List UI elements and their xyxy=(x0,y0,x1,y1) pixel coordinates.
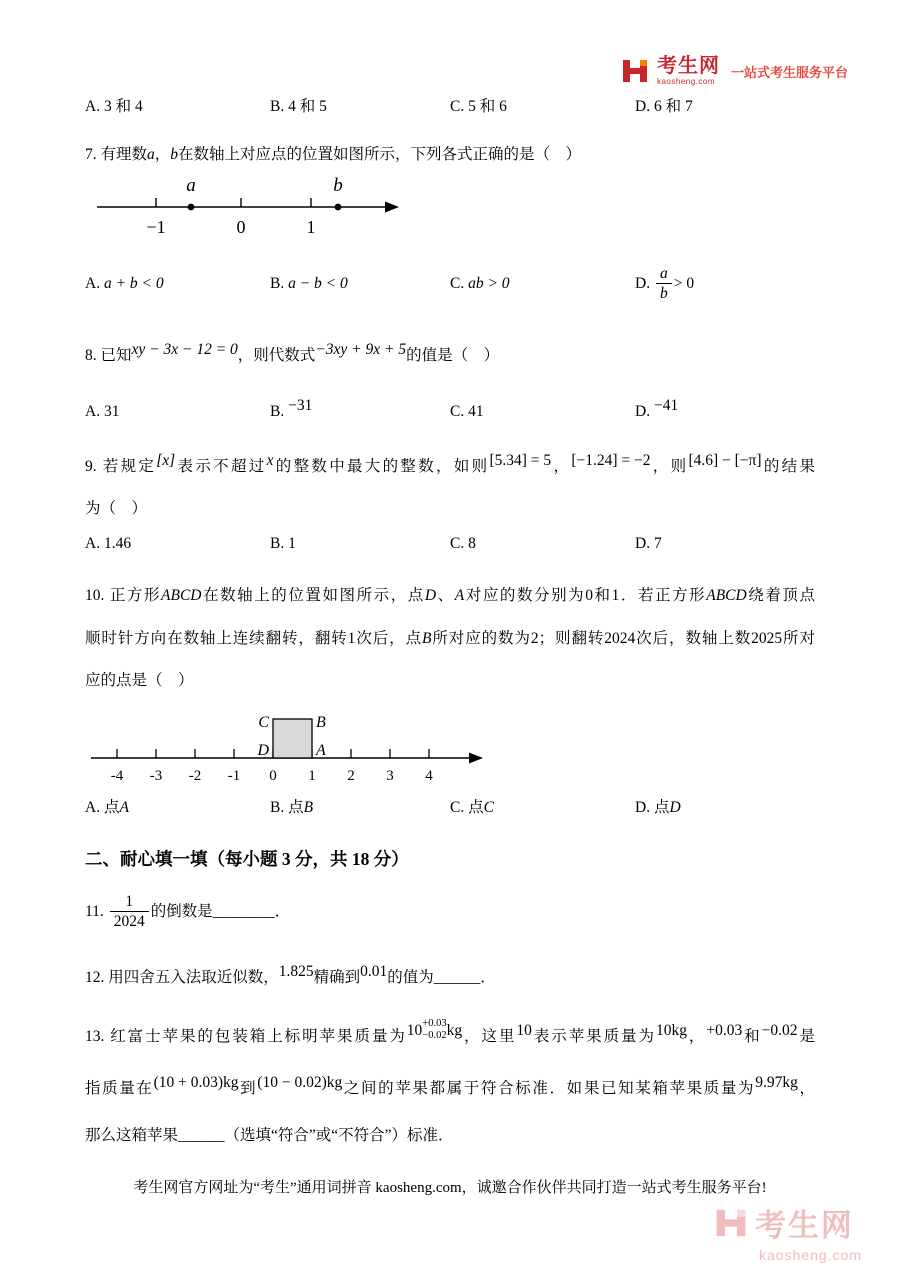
question-10-text-line3: 应的点是（ ） xyxy=(85,672,194,690)
option-label: C. xyxy=(450,403,469,421)
text-run: 所对 xyxy=(782,629,815,647)
text-run: 指质量在 xyxy=(85,1080,154,1098)
text-run: ， xyxy=(797,1080,815,1098)
tick-label: -3 xyxy=(149,767,163,784)
option-label: B. xyxy=(270,534,289,552)
math-run: (10 + 0.03)kg xyxy=(153,1074,239,1092)
math-run: 9.97kg xyxy=(755,1074,798,1092)
option-value: 41 xyxy=(468,403,484,421)
corner-label-b: B xyxy=(316,713,326,731)
text-run: 7. 有理数 xyxy=(85,146,148,164)
option-value: C xyxy=(483,798,494,816)
math-run: D xyxy=(424,587,437,605)
option-label: A. xyxy=(85,403,104,421)
text-run: 、 xyxy=(436,587,455,605)
math-run: 1.825 xyxy=(278,963,314,981)
option-value: 7 xyxy=(653,534,662,552)
text-run: 10. 正方形 xyxy=(85,587,162,605)
corner-label-c: C xyxy=(258,713,269,731)
tick-label: −1 xyxy=(146,216,166,237)
option-label: D. xyxy=(635,403,654,421)
text-run: 对应的数分别为 xyxy=(464,587,586,605)
watermark-brand: 考生网 xyxy=(754,1208,854,1243)
logo-tagline: 一站式考生服务平台 xyxy=(730,64,848,80)
text-run: 的结果 xyxy=(761,457,815,475)
option-value: B xyxy=(303,798,314,816)
text-run: ，则代数式 xyxy=(237,346,316,364)
text-run: 表示苹果质量为 xyxy=(531,1027,656,1045)
option-label: C. xyxy=(450,274,469,292)
option-c xyxy=(450,797,635,819)
point-b-dot xyxy=(335,204,342,211)
math-run: 0.01 xyxy=(360,963,388,981)
logo-text-block xyxy=(657,56,720,86)
text-run: 11. xyxy=(85,902,108,920)
option-label: C. xyxy=(450,534,469,552)
kaosheng-watermark xyxy=(713,1200,862,1263)
option-d xyxy=(635,395,815,423)
math-run: [x] xyxy=(156,451,176,469)
option-label: B. xyxy=(270,403,289,421)
math-run: xy − 3x − 12 = 0 xyxy=(131,340,238,358)
option-c: C. 5 和 6 xyxy=(450,98,507,115)
tick-label: 2 xyxy=(347,767,355,784)
option-b xyxy=(270,533,450,555)
text-run: 9. 若规定 xyxy=(85,457,157,475)
question-10-text-line1 xyxy=(85,585,815,607)
q10-options-row xyxy=(85,797,815,819)
text-run: 在数轴上的位置如图所示，点 xyxy=(201,587,425,605)
option-c xyxy=(450,533,635,555)
tick-label: 3 xyxy=(386,767,394,784)
question-8-text xyxy=(85,339,815,367)
option-b: B. 4 和 5 xyxy=(270,98,327,115)
option-b xyxy=(270,395,450,423)
math-run: a xyxy=(147,146,155,164)
option-label: D. xyxy=(635,534,654,552)
option-value: ab > 0 xyxy=(468,274,510,292)
fraction-numerator: a xyxy=(656,265,672,285)
text-run: 13. 红富士苹果的包装箱上标明苹果质量为 xyxy=(85,1027,407,1045)
option-b xyxy=(270,273,450,295)
math-run: +0.03 xyxy=(706,1021,743,1039)
tick-label: 1 xyxy=(308,767,316,784)
math-run: ABCD xyxy=(706,587,747,605)
fraction-denominator: 2024 xyxy=(113,913,145,931)
math-run: [−1.24] = −2 xyxy=(571,451,651,469)
text-run: ， xyxy=(686,1027,707,1045)
math-run: ABCD xyxy=(161,587,202,605)
text-run: 的值是（ ） xyxy=(406,346,500,364)
option-b xyxy=(270,797,450,819)
text-run: ；则翻转 xyxy=(538,629,605,647)
logo-domain: kaosheng.com xyxy=(656,77,716,86)
math-run: 2024 xyxy=(604,629,636,647)
q6-options-row xyxy=(85,96,815,118)
text-run: 所对应的数为 xyxy=(431,629,531,647)
math-run: [4.6] − [−π] xyxy=(688,451,762,469)
text-run: 顺时针方向在数轴上连续翻转，翻转 xyxy=(85,629,348,647)
mass-notation xyxy=(407,1018,462,1043)
math-run: 1 xyxy=(347,629,356,647)
text-run: ， xyxy=(551,457,572,475)
text-run: 精确到 xyxy=(313,969,361,987)
q8-options-row xyxy=(85,395,815,423)
q7-numberline-figure xyxy=(91,175,401,239)
option-value: D xyxy=(669,798,681,816)
tick-label: -1 xyxy=(227,767,241,784)
option-value: A xyxy=(119,798,129,816)
q9-options-row xyxy=(85,533,815,555)
question-9-text-line1 xyxy=(85,450,815,478)
math-run: 0 xyxy=(585,587,593,605)
text-run: 到 xyxy=(238,1080,258,1098)
math-run: A xyxy=(454,587,465,605)
option-a xyxy=(85,533,270,555)
square-abcd xyxy=(273,719,312,758)
tolerance-lower: −0.02 xyxy=(422,1029,447,1041)
section-2-title: 二、耐心填一填（每小题 3 分，共 18 分） xyxy=(85,849,409,870)
math-run: [5.34] = 5 xyxy=(489,451,552,469)
question-13-text-line2 xyxy=(85,1072,815,1100)
math-run: 10 xyxy=(406,1021,423,1039)
math-run: 10 xyxy=(516,1021,532,1039)
footer-text: 考生网官方网址为“考生”通用词拼音 kaosheng.com，诚邀合作伙伴共同打造一站式考生服务平台! xyxy=(133,1180,767,1196)
option-value: 31 xyxy=(103,403,120,421)
tick-label: 1 xyxy=(306,216,316,237)
option-label: D. xyxy=(635,274,654,292)
option-d xyxy=(635,265,815,304)
option-value: 1 xyxy=(288,534,296,552)
text-run: ．若正方形 xyxy=(619,587,707,605)
option-a: A. 3 和 4 xyxy=(85,98,143,115)
logo-brand: 考生网 xyxy=(656,55,720,77)
tick-label: -4 xyxy=(110,767,124,784)
exam-content xyxy=(85,96,815,1147)
tolerance-stack xyxy=(422,1018,446,1042)
tolerance-upper: +0.03 xyxy=(422,1017,447,1029)
math-run: 2 xyxy=(530,629,539,647)
math-run: −3xy + 9x + 5 xyxy=(315,340,407,358)
text-run: 和 xyxy=(742,1027,762,1045)
option-value: a − b < 0 xyxy=(288,274,348,292)
option-value: 8 xyxy=(468,534,476,552)
q10-numberline-figure xyxy=(87,701,487,791)
text-run: 是 xyxy=(797,1027,815,1045)
text-run: 8. 已知 xyxy=(85,346,132,364)
option-a xyxy=(85,797,270,819)
math-run: (10 − 0.02)kg xyxy=(257,1074,343,1092)
point-a-label: a xyxy=(186,174,196,196)
kaosheng-logo-icon xyxy=(620,56,650,86)
text-run: 之间的苹果都属于符合标准．如果已知某箱苹果质量为 xyxy=(342,1080,756,1098)
text-run: 次后，数轴上数 xyxy=(635,629,752,647)
watermark-domain: kaosheng.com xyxy=(758,1247,862,1263)
option-value: 1.46 xyxy=(103,534,132,552)
math-run: −0.02 xyxy=(761,1021,798,1039)
text-run: ，则 xyxy=(650,457,689,475)
tick-label: 0 xyxy=(269,767,277,784)
option-c xyxy=(450,273,635,295)
tick-label: 0 xyxy=(236,216,246,237)
fraction xyxy=(110,893,149,932)
axis-arrow-icon xyxy=(385,201,399,212)
option-d xyxy=(635,533,815,555)
option-a xyxy=(85,273,270,295)
option-a xyxy=(85,401,270,423)
question-11-text xyxy=(85,893,815,932)
option-value: −41 xyxy=(653,397,679,415)
text-run: 的倒数是________． xyxy=(150,902,291,920)
tick-label: -2 xyxy=(188,767,202,784)
corner-label-a: A xyxy=(316,741,326,759)
fraction-numerator: 1 xyxy=(110,893,149,913)
text-run: 在数轴上对应点的位置如图所示，下列各式正确的是（ ） xyxy=(178,146,582,164)
option-c xyxy=(450,401,635,423)
text-run: 次后，点 xyxy=(355,629,422,647)
question-10-text-line2 xyxy=(85,628,815,650)
math-run: 10kg xyxy=(655,1021,687,1039)
math-run: b xyxy=(170,146,179,164)
option-label: A. xyxy=(85,534,104,552)
option-value: −31 xyxy=(288,397,313,415)
text-run: 的整数中最大的整数，如则 xyxy=(273,457,490,475)
math-run: 2025 xyxy=(751,629,783,647)
q7-options-row xyxy=(85,259,815,309)
option-d: D. 6 和 7 xyxy=(635,98,693,115)
point-a-dot xyxy=(188,204,195,211)
math-run: B xyxy=(421,629,432,647)
option-label: B. xyxy=(270,274,289,292)
math-run: x xyxy=(266,451,274,469)
unit-label: kg xyxy=(446,1021,463,1039)
option-label: A. xyxy=(85,274,104,292)
kaosheng-watermark-icon xyxy=(713,1205,749,1241)
option-label: A. 点 xyxy=(85,798,120,816)
text-run: 12. 用四舍五入法取近似数， xyxy=(85,969,279,987)
fraction xyxy=(656,265,672,304)
corner-label-d: D xyxy=(257,741,269,759)
axis-arrow-icon xyxy=(469,752,483,763)
question-9-text-line2: 为（ ） xyxy=(85,500,148,518)
option-label: C. 点 xyxy=(450,798,484,816)
text-run: ， xyxy=(154,146,171,164)
option-value: > 0 xyxy=(673,274,695,292)
text-run: 和 xyxy=(592,587,612,605)
question-13-text-line1 xyxy=(85,1018,815,1049)
watermark-row xyxy=(713,1200,862,1245)
option-label: D. 点 xyxy=(635,798,670,816)
text-run: 绕着顶点 xyxy=(746,587,815,605)
option-d xyxy=(635,797,815,819)
text-run: 表示不超过 xyxy=(175,457,267,475)
tick-label: 4 xyxy=(425,767,433,784)
option-label: B. 点 xyxy=(270,798,304,816)
math-run: 1 xyxy=(611,587,620,605)
text-run: 的值为______． xyxy=(387,969,496,987)
option-value: a + b < 0 xyxy=(103,274,164,292)
text-run: ，这里 xyxy=(462,1027,517,1045)
fraction-denominator: b xyxy=(659,285,668,303)
point-b-label: b xyxy=(333,174,343,196)
site-logo xyxy=(620,56,848,86)
question-13-text-line3: 那么这箱苹果______（选填“符合”或“不符合”）标准． xyxy=(85,1126,454,1144)
question-12-text xyxy=(85,961,815,989)
question-7-text xyxy=(85,144,815,166)
